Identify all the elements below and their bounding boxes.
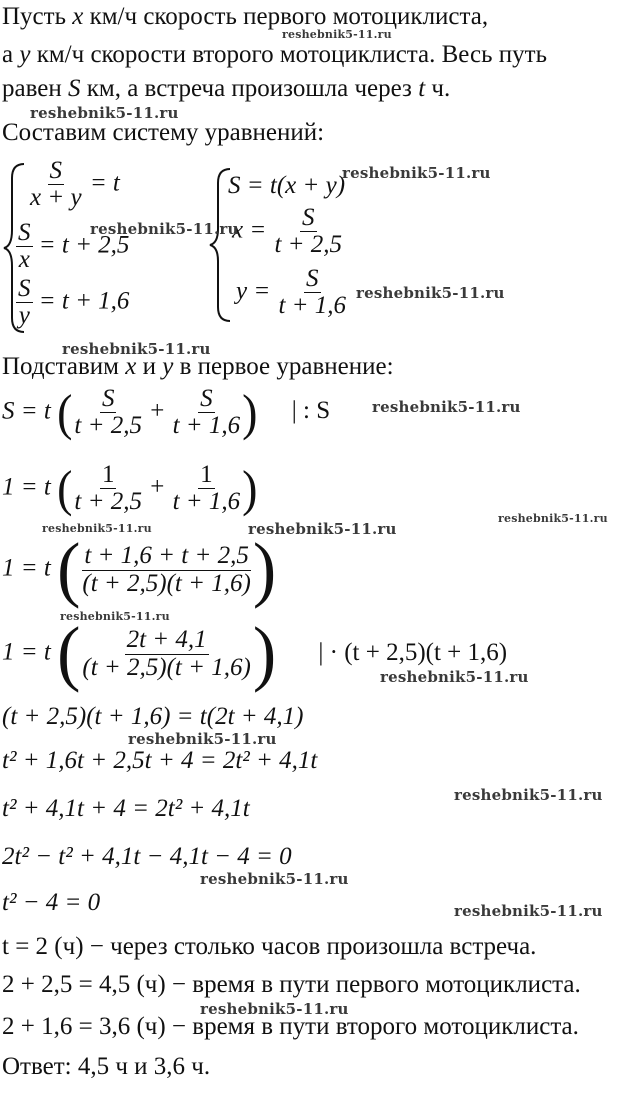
watermark: reshebnik5-11.ru [372, 398, 521, 416]
watermark: reshebnik5-11.ru [454, 786, 603, 804]
line-expand: (t + 2,5)(t + 1,6) = t(2t + 4,1) [2, 703, 304, 730]
sys-left-eq1: $\frac{S}{x + y}$ = t [30, 157, 120, 212]
step4-equation: 1 = t ( $\frac{2t + 4,1}{(t + 2,5)(t + 1,6)}$ ) | · (t + 2,5)(t + 1,6) [2, 613, 508, 694]
sys-left-eq2: $\frac{S}{x}$ = t + 2,5 [18, 219, 130, 274]
line-time-first: 2 + 2,5 = 4,5 (ч) − время в пути первого мотоциклиста. [2, 971, 581, 998]
watermark: reshebnik5-11.ru [342, 164, 491, 182]
watermark: reshebnik5-11.ru [30, 104, 179, 122]
watermark: reshebnik5-11.ru [380, 668, 529, 686]
line-multiply: t² + 1,6t + 2,5t + 4 = 2t² + 4,1t [2, 747, 318, 774]
subst-heading: Подставим x и y в первое уравнение: [2, 353, 394, 380]
line-collect: 2t² − t² + 4,1t − 4,1t − 4 = 0 [2, 843, 292, 870]
watermark: reshebnik5-11.ru [282, 28, 392, 41]
watermark: reshebnik5-11.ru [90, 220, 239, 238]
sys-right-eq2: x = $\frac{S}{t + 2,5}$ [232, 204, 343, 259]
intro-line-3: равен S км, а встреча произошла через t ч. [2, 75, 451, 102]
watermark: reshebnik5-11.ru [248, 520, 397, 538]
watermark: reshebnik5-11.ru [200, 870, 349, 888]
line-time-second: 2 + 1,6 = 3,6 (ч) − время в пути второго мотоциклиста. [2, 1013, 579, 1040]
line-quadratic: t² − 4 = 0 [2, 889, 101, 916]
line-simplify: t² + 4,1t + 4 = 2t² + 4,1t [2, 795, 250, 822]
answer-line: Ответ: 4,5 ч и 3,6 ч. [2, 1053, 211, 1080]
step1-equation: S = t ( $\frac{S}{t + 2,5}$ + $\frac{S}{t + 1,6}$ ) | : S [2, 384, 331, 441]
watermark: reshebnik5-11.ru [356, 284, 505, 302]
intro-line-1: Пусть x км/ч скорость первого мотоциклиста, [2, 3, 489, 30]
watermark: reshebnik5-11.ru [62, 340, 211, 358]
watermark: reshebnik5-11.ru [42, 522, 152, 535]
sys-right-eq1: S = t(x + y) [228, 172, 346, 199]
watermark: reshebnik5-11.ru [128, 730, 277, 748]
step2-equation: 1 = t ( $\frac{1}{t + 2,5}$ + $\frac{1}{t + 1,6}$ ) [2, 460, 258, 517]
line-solution-t: t = 2 (ч) − через столько часов произошла встреча. [2, 933, 537, 960]
system-heading: Составим систему уравнений: [2, 119, 325, 146]
sys-left-eq3: $\frac{S}{y}$ = t + 1,6 [18, 275, 130, 330]
sys-right-eq3: y = $\frac{S}{t + 1,6}$ [236, 265, 347, 320]
step3-equation: 1 = t ( $\frac{t + 1,6 + t + 2,5}{(t + 2,5)(t + 1,6)}$ ) [2, 529, 277, 610]
watermark: reshebnik5-11.ru [60, 610, 170, 623]
watermark: reshebnik5-11.ru [200, 1000, 349, 1018]
intro-line-2: а y км/ч скорости второго мотоциклиста. Весь путь [2, 41, 547, 68]
watermark: reshebnik5-11.ru [454, 902, 603, 920]
watermark: reshebnik5-11.ru [498, 512, 608, 525]
